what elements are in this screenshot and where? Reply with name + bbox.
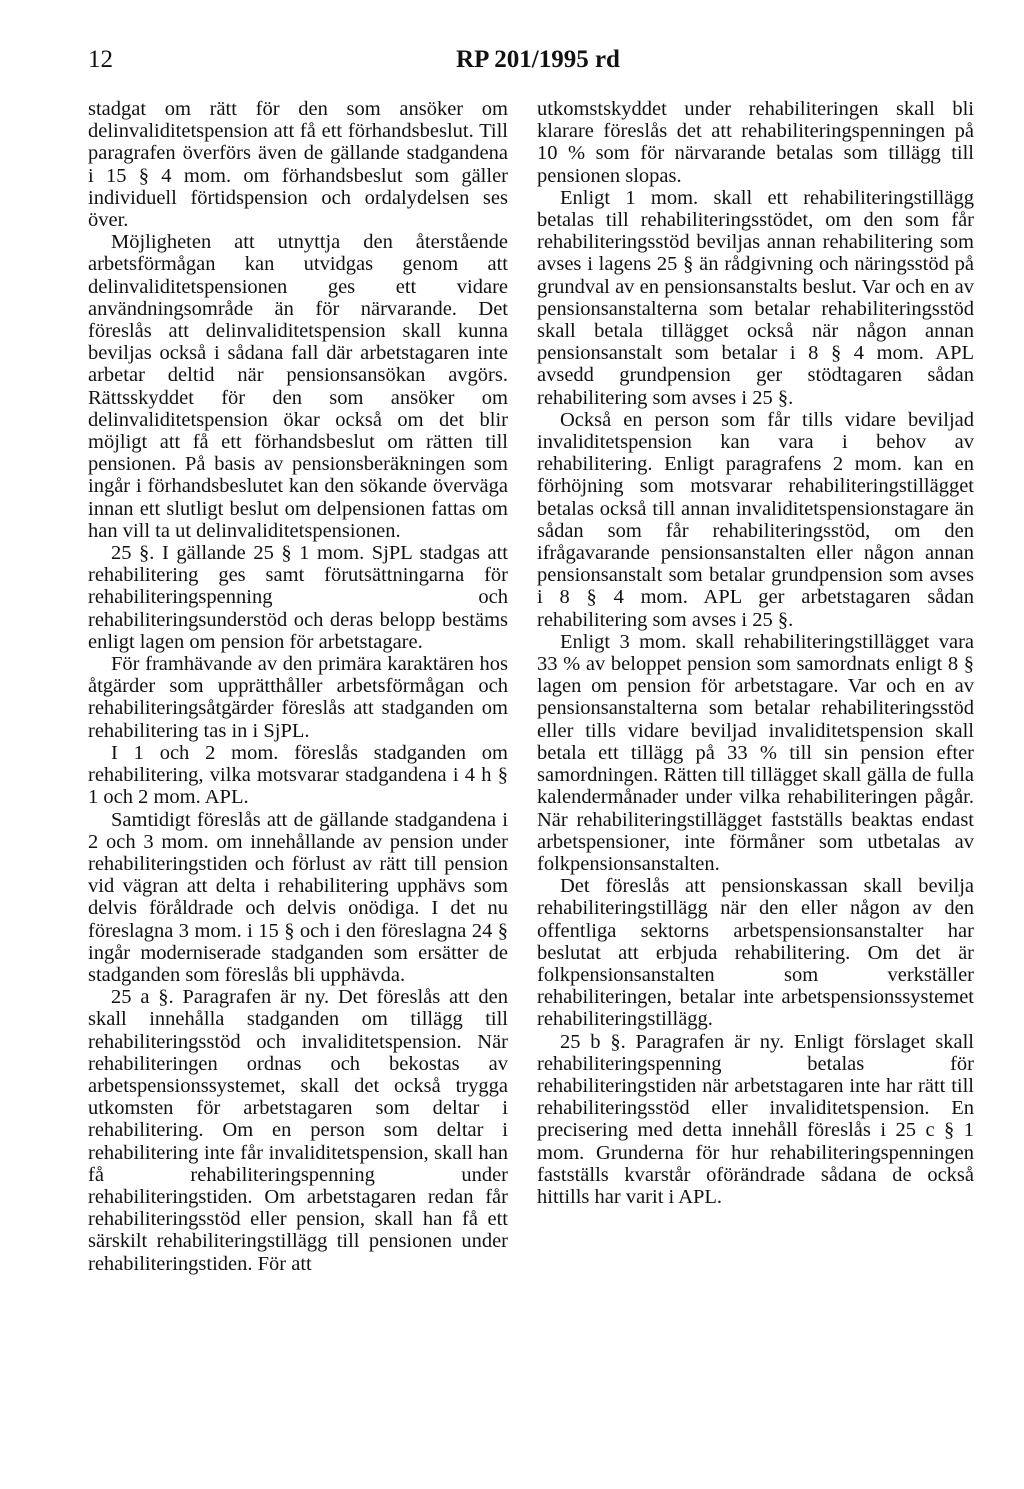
left-column — [88, 98, 508, 1275]
paragraph: stadgat om rätt för den som ansöker om delinvaliditetspension att få ett förhandsbeslut. Till paragrafen överförs även de gällande stadgandena i 15 § 4 mom. om förhandsbeslut som gäller individuell förtidspension och ordalydelsen ses över. — [88, 98, 508, 232]
paragraph: Möjligheten att utnyttja den återstående arbetsförmågan kan utvidgas genom att delinvaliditetspensionen ges ett vidare användningsområde än för närvarande. Det föreslås att delinvaliditetspension skall kunna beviljas också i sådana fall där arbetstagaren inte arbetar deltid när pensionsansökan avgörs. Rättsskyddet för den som ansöker om delinvaliditetspension ökar också om det blir möjligt att få ett förhandsbeslut om rätten till pensionen. På basis av pensionsberäkningen som ingår i förhandsbeslutet kan den sökande överväga innan ett slutligt beslut om delpensionen fattas om han vill ta ut delinvaliditetspensionen. — [88, 231, 508, 542]
paragraph: Också en person som får tills vidare beviljad invaliditetspension kan vara i behov av rehabilitering. Enligt paragrafens 2 mom. kan en förhöjning som motsvarar rehabiliteringstillägget betalas också till annan invaliditetspensionstagare än sådan som får rehabiliteringsstöd, om den ifrågavarande pensionsanstalten eller någon annan pensionsanstalt som betalar grundpension som avses i 8 § 4 mom. APL ger arbetstagaren sådan rehabilitering som avses i 25 §. — [537, 408, 974, 631]
paragraph: I 1 och 2 mom. föreslås stadganden om rehabilitering, vilka motsvarar stadgandena i 4 h § 1 och 2 mom. APL. — [88, 741, 508, 809]
paragraph: 25 a §. Paragrafen är ny. Det föreslås att den skall innehålla stadganden om tillägg till rehabiliteringsstöd och invaliditetspension. När rehabiliteringen ordnas och bekostas av arbetspensionssystemet, skall det också trygga utkomsten för arbetstagaren som deltar i rehabilitering. Om en person som deltar i rehabilitering inte får invaliditetspension, skall han få rehabiliteringspenning under rehabiliteringstiden. Om arbetstagaren redan får rehabiliteringsstöd eller pension, skall han få ett särskilt rehabiliteringstillägg till pensionen under rehabiliteringstiden. För att — [88, 986, 508, 1275]
paragraph: 25 b §. Paragrafen är ny. Enligt förslaget skall rehabiliteringspenning betalas för rehabiliteringstiden när arbetstagaren inte har rätt till rehabiliteringsstöd eller invaliditetspension. En precisering med detta innehåll föreslås i 25 c § 1 mom. Grunderna för hur rehabiliteringspenningen fastställs kvarstår oförändrade sådana de också hittills har varit i APL. — [537, 1030, 974, 1208]
right-column — [537, 98, 974, 1208]
page-number: 12 — [88, 46, 113, 73]
paragraph: 25 §. I gällande 25 § 1 mom. SjPL stadgas att rehabilitering ges samt förutsättningarna för rehabiliteringspenning och rehabiliteringsunderstöd och deras belopp bestäms enligt lagen om pension för arbetstagare. — [88, 542, 508, 653]
page-header — [88, 46, 988, 86]
paragraph: Det föreslås att pensionskassan skall bevilja rehabiliteringstillägg när den eller någon av den offentliga sektorns arbetspensionsanstalter har beslutat att erbjuda rehabilitering. Om det är folkpensionsanstalten som verkställer rehabiliteringen, betalar inte arbetspensionssystemet rehabiliteringstillägg. — [537, 875, 974, 1031]
paragraph: För framhävande av den primära karaktären hos åtgärder som upprätthåller arbetsförmågan och rehabiliteringsåtgärder föreslås att stadganden om rehabilitering tas in i SjPL. — [88, 653, 508, 742]
paragraph: Enligt 1 mom. skall ett rehabiliteringstillägg betalas till rehabiliteringsstödet, om den som får rehabiliteringsstöd beviljas annan rehabilitering som avses i lagens 25 § än rådgivning och näringsstöd på grundval av en pensionsanstalts beslut. Var och en av pensionsanstalterna som betalar rehabiliteringsstöd skall betala tillägget också när någon annan pensionsanstalt som betalar i 8 § 4 mom. APL avsedd grundpension ger stödtagaren sådan rehabilitering som avses i 25 §. — [537, 186, 974, 409]
paragraph: Samtidigt föreslås att de gällande stadgandena i 2 och 3 mom. om innehållande av pension under rehabiliteringstiden och förlust av rätt till pension vid vägran att delta i rehabilitering upphävs som delvis föråldrade och delvis onödiga. I det nu föreslagna 3 mom. i 15 § och i den föreslagna 24 § ingår moderniserade stadganden som ersätter de stadganden som föreslås bli upphävda. — [88, 808, 508, 986]
document-id: RP 201/1995 rd — [456, 46, 620, 73]
paragraph: utkomstskyddet under rehabiliteringen skall bli klarare föreslås det att rehabiliteringspenningen på 10 % som för närvarande betalas som tillägg till pensionen slopas. — [537, 98, 974, 187]
paragraph: Enligt 3 mom. skall rehabiliteringstillägget vara 33 % av beloppet pension som samordnats enligt 8 § lagen om pension för arbetstagare. Var och en av pensionsanstalterna som betalar rehabiliteringsstöd eller tills vidare beviljad invaliditetspension skall betala ett tillägg på 33 % till sin pension efter samordningen. Rätten till tillägget skall gälla de fulla kalendermånader under vilka rehabiliteringen pågår. När rehabiliteringstillägget fastställs beaktas endast arbetspensioner, inte förmåner som utbetalas av folkpensionsanstalten. — [537, 630, 974, 875]
